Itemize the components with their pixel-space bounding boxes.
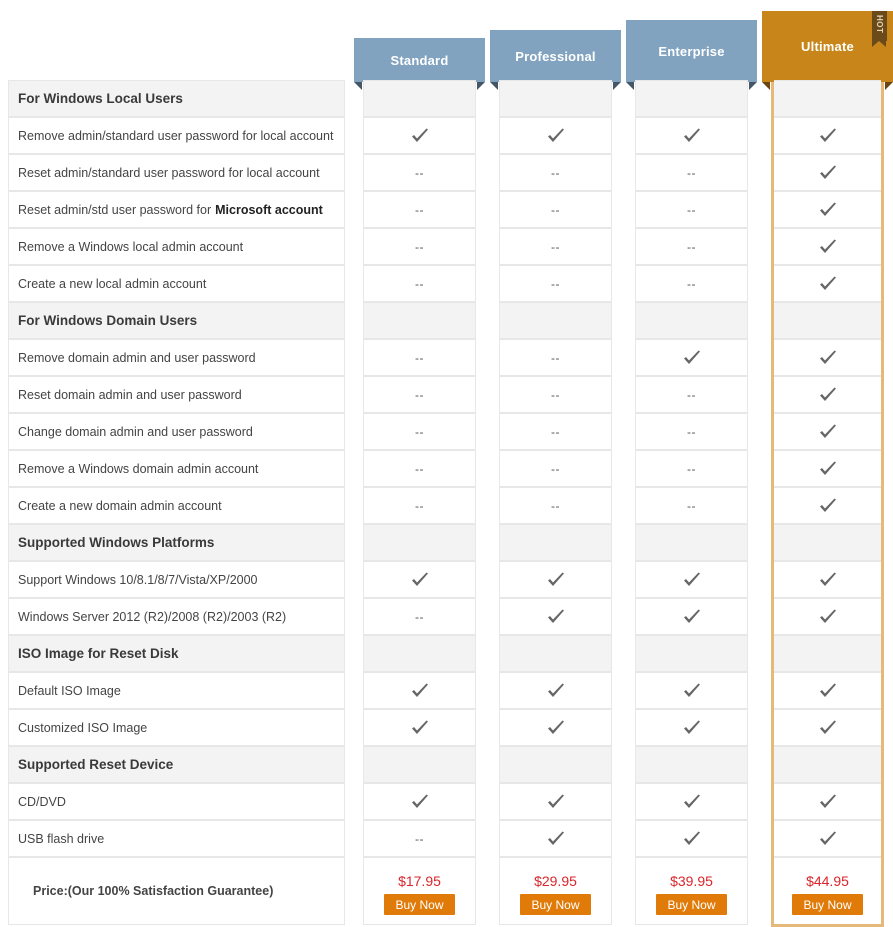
price-value: $29.95 <box>534 873 577 889</box>
plan-cell <box>363 80 476 117</box>
plan-header-standard <box>354 38 485 82</box>
plan-cell <box>363 635 476 672</box>
buy-now-button[interactable]: Buy Now <box>792 894 863 915</box>
price-label: Price:(Our 100% Satisfaction Guarantee) <box>8 857 345 925</box>
feature-label: Windows Server 2012 (R2)/2008 (R2)/2003 (R2) <box>8 598 345 635</box>
check-icon <box>682 793 702 811</box>
not-included-mark: -- <box>415 165 424 180</box>
section-title: For Windows Local Users <box>8 80 345 117</box>
price-value: $17.95 <box>398 873 441 889</box>
feature-label: Support Windows 10/8.1/8/7/Vista/XP/2000 <box>8 561 345 598</box>
price-value: $44.95 <box>806 873 849 889</box>
check-icon <box>682 127 702 145</box>
plan-cell <box>499 561 612 598</box>
plan-cell <box>499 80 612 117</box>
section-row <box>0 524 893 561</box>
ultimate-highlight-frame <box>771 82 884 927</box>
plan-cell <box>363 746 476 783</box>
plan-cell <box>499 672 612 709</box>
feature-row <box>0 339 893 376</box>
check-icon <box>682 682 702 700</box>
plan-cell <box>499 709 612 746</box>
plan-cell <box>635 191 748 228</box>
not-included-mark: -- <box>415 498 424 513</box>
plan-cell <box>635 746 748 783</box>
plan-name: Ultimate <box>801 39 854 54</box>
feature-row <box>0 672 893 709</box>
plan-cell <box>635 598 748 635</box>
plan-cell <box>363 265 476 302</box>
section-title: ISO Image for Reset Disk <box>8 635 345 672</box>
not-included-mark: -- <box>415 350 424 365</box>
check-icon <box>410 571 430 589</box>
check-icon <box>546 571 566 589</box>
section-title: Supported Reset Device <box>8 746 345 783</box>
feature-label: Reset domain admin and user password <box>8 376 345 413</box>
check-icon <box>410 719 430 737</box>
plan-cell <box>499 487 612 524</box>
not-included-mark: -- <box>551 202 560 217</box>
price-cell <box>635 857 748 925</box>
plan-cell <box>499 302 612 339</box>
plan-cell <box>635 339 748 376</box>
feature-row <box>0 561 893 598</box>
not-included-mark: -- <box>687 276 696 291</box>
plan-cell <box>635 524 748 561</box>
plan-cell <box>499 339 612 376</box>
section-row <box>0 746 893 783</box>
plan-cell <box>499 783 612 820</box>
plan-cell <box>499 820 612 857</box>
feature-label: CD/DVD <box>8 783 345 820</box>
plan-cell <box>635 117 748 154</box>
plan-cell <box>635 820 748 857</box>
not-included-mark: -- <box>687 498 696 513</box>
plan-cell <box>499 450 612 487</box>
check-icon <box>546 608 566 626</box>
not-included-mark: -- <box>687 239 696 254</box>
plan-cell <box>499 376 612 413</box>
not-included-mark: -- <box>687 202 696 217</box>
not-included-mark: -- <box>687 387 696 402</box>
feature-row <box>0 117 893 154</box>
feature-label: Create a new domain admin account <box>8 487 345 524</box>
not-included-mark: -- <box>551 239 560 254</box>
check-icon <box>682 719 702 737</box>
not-included-mark: -- <box>415 609 424 624</box>
plan-cell <box>635 450 748 487</box>
not-included-mark: -- <box>551 387 560 402</box>
plan-cell <box>635 154 748 191</box>
plan-cell <box>363 413 476 450</box>
plan-cell <box>499 413 612 450</box>
check-icon <box>546 793 566 811</box>
plan-cell <box>363 154 476 191</box>
check-icon <box>546 830 566 848</box>
not-included-mark: -- <box>551 165 560 180</box>
feature-row <box>0 598 893 635</box>
plan-cell <box>499 524 612 561</box>
not-included-mark: -- <box>551 276 560 291</box>
not-included-mark: -- <box>415 239 424 254</box>
plan-cell <box>499 154 612 191</box>
check-icon <box>546 682 566 700</box>
plan-cell <box>363 117 476 154</box>
not-included-mark: -- <box>415 276 424 291</box>
price-cell <box>499 857 612 925</box>
plan-header-professional <box>490 30 621 82</box>
not-included-mark: -- <box>551 498 560 513</box>
plan-cell <box>363 339 476 376</box>
feature-row <box>0 154 893 191</box>
price-value: $39.95 <box>670 873 713 889</box>
check-icon <box>410 793 430 811</box>
buy-now-button[interactable]: Buy Now <box>520 894 591 915</box>
plan-cell <box>363 561 476 598</box>
check-icon <box>682 830 702 848</box>
plan-cell <box>499 598 612 635</box>
plan-cell <box>363 820 476 857</box>
feature-label: Remove a Windows local admin account <box>8 228 345 265</box>
plan-cell <box>363 302 476 339</box>
check-icon <box>546 127 566 145</box>
plan-cell <box>635 265 748 302</box>
plan-cell <box>499 191 612 228</box>
check-icon <box>682 571 702 589</box>
price-cell <box>363 857 476 925</box>
feature-row <box>0 228 893 265</box>
plan-name: Professional <box>515 48 596 64</box>
plan-cell <box>635 302 748 339</box>
plan-cell <box>363 191 476 228</box>
plan-cell <box>635 228 748 265</box>
plan-cell <box>635 413 748 450</box>
not-included-mark: -- <box>415 461 424 476</box>
feature-label: Reset admin/std user password for Microsoft account <box>8 191 345 228</box>
plan-cell <box>635 561 748 598</box>
section-title: Supported Windows Platforms <box>8 524 345 561</box>
feature-label: Customized ISO Image <box>8 709 345 746</box>
pricing-row <box>0 857 893 925</box>
feature-row <box>0 265 893 302</box>
feature-label: Change domain admin and user password <box>8 413 345 450</box>
not-included-mark: -- <box>551 424 560 439</box>
feature-label: Create a new local admin account <box>8 265 345 302</box>
plan-header-ultimate <box>762 11 893 82</box>
section-title: For Windows Domain Users <box>8 302 345 339</box>
not-included-mark: -- <box>415 387 424 402</box>
check-icon <box>410 127 430 145</box>
feature-label: Default ISO Image <box>8 672 345 709</box>
not-included-mark: -- <box>415 831 424 846</box>
feature-row <box>0 413 893 450</box>
plan-cell <box>499 265 612 302</box>
plan-cell <box>635 635 748 672</box>
section-row <box>0 635 893 672</box>
plan-header-enterprise <box>626 20 757 82</box>
feature-row <box>0 376 893 413</box>
feature-label: USB flash drive <box>8 820 345 857</box>
plan-cell <box>499 746 612 783</box>
section-row <box>0 80 893 117</box>
check-icon <box>682 349 702 367</box>
plan-cell <box>635 80 748 117</box>
check-icon <box>410 682 430 700</box>
feature-label: Remove a Windows domain admin account <box>8 450 345 487</box>
plan-cell <box>635 376 748 413</box>
feature-label: Remove domain admin and user password <box>8 339 345 376</box>
not-included-mark: -- <box>687 461 696 476</box>
plan-cell <box>499 228 612 265</box>
feature-row <box>0 783 893 820</box>
not-included-mark: -- <box>551 461 560 476</box>
feature-row <box>0 820 893 857</box>
plan-cell <box>635 709 748 746</box>
not-included-mark: -- <box>551 350 560 365</box>
check-icon <box>682 608 702 626</box>
not-included-mark: -- <box>687 424 696 439</box>
plan-cell <box>363 783 476 820</box>
not-included-mark: -- <box>687 165 696 180</box>
feature-row <box>0 191 893 228</box>
plan-cell <box>499 635 612 672</box>
plan-cell <box>363 672 476 709</box>
hot-badge: HOT <box>872 11 887 41</box>
not-included-mark: -- <box>415 424 424 439</box>
check-icon <box>546 719 566 737</box>
buy-now-button[interactable]: Buy Now <box>656 894 727 915</box>
section-row <box>0 302 893 339</box>
plan-cell <box>363 228 476 265</box>
plan-cell <box>363 450 476 487</box>
plan-cell <box>363 376 476 413</box>
plan-name: Enterprise <box>658 43 725 59</box>
feature-row <box>0 487 893 524</box>
plan-cell <box>363 487 476 524</box>
feature-row <box>0 450 893 487</box>
plan-cell <box>635 672 748 709</box>
plan-cell <box>635 783 748 820</box>
plan-cell <box>363 524 476 561</box>
plan-cell <box>363 709 476 746</box>
feature-label: Remove admin/standard user password for local account <box>8 117 345 154</box>
plan-cell <box>363 598 476 635</box>
feature-label: Reset admin/standard user password for local account <box>8 154 345 191</box>
buy-now-button[interactable]: Buy Now <box>384 894 455 915</box>
plan-cell <box>635 487 748 524</box>
plan-cell <box>499 117 612 154</box>
not-included-mark: -- <box>415 202 424 217</box>
plan-name: Standard <box>390 52 449 68</box>
feature-row <box>0 709 893 746</box>
